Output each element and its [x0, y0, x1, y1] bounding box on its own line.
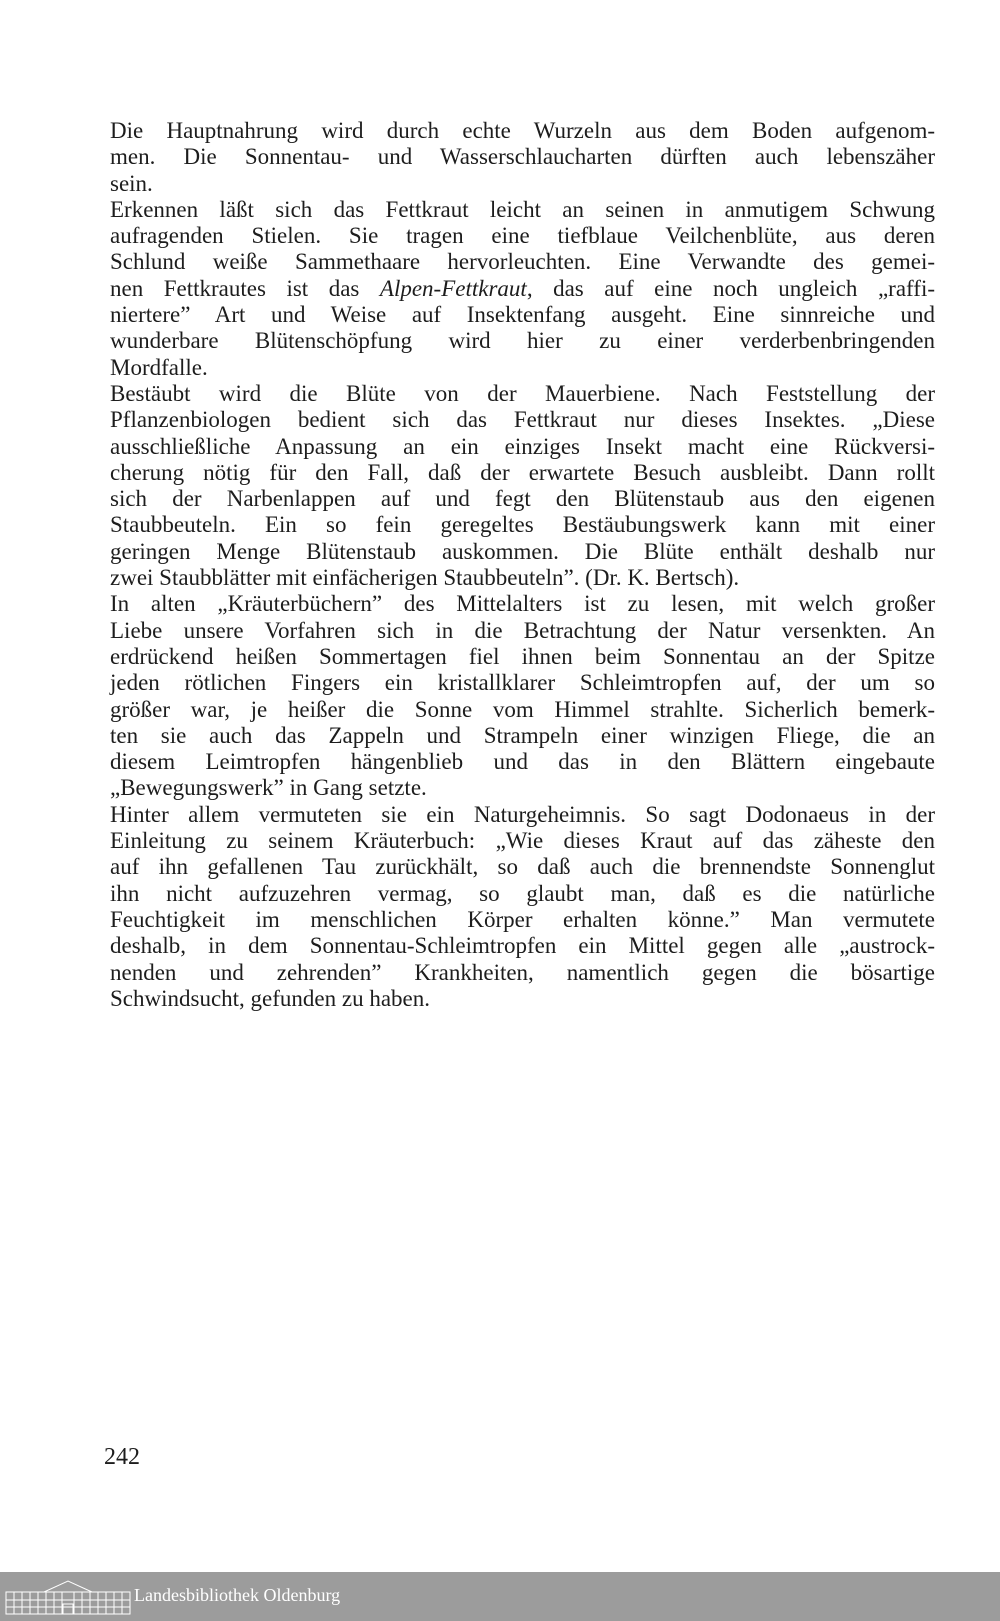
paragraph-1	[110, 118, 935, 197]
text-line: Staubbeuteln. Ein so fein geregeltes Bestäubungswerk kann mit einer	[110, 512, 935, 538]
text-line: Feuchtigkeit im menschlichen Körper erhalten könne.” Man vermutete	[110, 906, 935, 932]
text-line: ausschließliche Anpassung an ein einziges Insekt macht eine Rückversi-	[110, 433, 935, 459]
text-line: In alten „Kräuterbüchern” des Mittelalters ist zu lesen, mit welch großer	[110, 591, 935, 617]
footer-bar	[0, 1572, 1000, 1621]
text-line-with-italic	[110, 276, 935, 302]
text-line: Die Hauptnahrung wird durch echte Wurzeln aus dem Boden aufgenom-	[110, 118, 935, 143]
text-segment: nen Fettkrautes ist das	[110, 275, 380, 301]
text-line: Bestäubt wird die Blüte von der Mauerbiene. Nach Feststellung der	[110, 380, 935, 406]
text-line: „Bewegungswerk” in Gang setzte.	[110, 775, 427, 801]
text-line: deshalb, in dem Sonnentau-Schleimtropfen ein Mittel gegen alle „austrock-	[110, 933, 935, 959]
text-line: auf ihn gefallenen Tau zurückhält, so daß auch die brennendste Sonnenglut	[110, 854, 935, 880]
italic-term: Alpen-Fettkraut	[379, 275, 527, 301]
text-line: geringen Menge Blütenstaub auskommen. Die Blüte enthält deshalb nur	[110, 538, 935, 564]
text-line: sein.	[110, 170, 153, 196]
text-line: größer war, je heißer die Sonne vom Himmel strahlte. Sicherlich bemerk-	[110, 696, 935, 722]
text-line: nenden und zehrenden” Krankheiten, namentlich gegen die bösartige	[110, 959, 935, 985]
page-body	[110, 118, 935, 1012]
text-line: Schlund weiße Sammethaare hervorleuchten. Eine Verwandte des gemei-	[110, 249, 935, 275]
page-number: 242	[104, 1444, 140, 1470]
text-line: cherung nötig für den Fall, daß der erwartete Besuch ausbleibt. Dann rollt	[110, 459, 935, 485]
text-line: Mordfalle.	[110, 354, 208, 380]
text-line: Pflanzenbiologen bedient sich das Fettkraut nur dieses Insektes. „Diese	[110, 407, 935, 433]
paragraph-5	[110, 802, 935, 1012]
text-line: zwei Staubblätter mit einfächerigen Staubbeuteln”. (Dr. K. Bertsch).	[110, 565, 740, 591]
text-line: erdrückend heißen Sommertagen fiel ihnen beim Sonnentau an der Spitze	[110, 643, 935, 669]
text-line: wunderbare Blütenschöpfung wird hier zu einer verderbenbringenden	[110, 328, 935, 354]
text-line: aufragenden Stielen. Sie tragen eine tiefblaue Veilchenblüte, aus deren	[110, 223, 935, 249]
paragraph-4	[110, 591, 935, 801]
text-line: Liebe unsere Vorfahren sich in die Betrachtung der Natur versenkten. An	[110, 617, 935, 643]
text-line: men. Die Sonnentau- und Wasserschlaucharten dürften auch lebenszäher	[110, 144, 935, 170]
text-line: Hinter allem vermuteten sie ein Naturgeheimnis. So sagt Dodonaeus in der	[110, 801, 935, 827]
text-line: Einleitung zu seinem Kräuterbuch: „Wie dieses Kraut auf das zäheste den	[110, 828, 935, 854]
text-line: jeden rötlichen Fingers ein kristallklarer Schleimtropfen auf, der um so	[110, 670, 935, 696]
text-line: ihn nicht aufzuzehren vermag, so glaubt man, daß es die natürliche	[110, 880, 935, 906]
text-segment: , das auf eine noch ungleich „raffi-	[526, 275, 935, 301]
library-building-icon	[4, 1578, 132, 1616]
library-name: Landesbibliothek Oldenburg	[134, 1585, 341, 1605]
text-line: niertere” Art und Weise auf Insektenfang ausgeht. Eine sinnreiche und	[110, 302, 935, 328]
text-line: Schwindsucht, gefunden zu haben.	[110, 985, 431, 1011]
text-line: ten sie auch das Zappeln und Strampeln einer winzigen Fliege, die an	[110, 722, 935, 748]
paragraph-2	[110, 197, 935, 381]
paragraph-3	[110, 381, 935, 591]
text-line: Erkennen läßt sich das Fettkraut leicht an seinen in anmutigem Schwung	[110, 196, 935, 222]
text-line: sich der Narbenlappen auf und fegt den Blütenstaub aus den eigenen	[110, 486, 935, 512]
text-line: diesem Leimtropfen hängenblieb und das in den Blättern eingebaute	[110, 749, 935, 775]
